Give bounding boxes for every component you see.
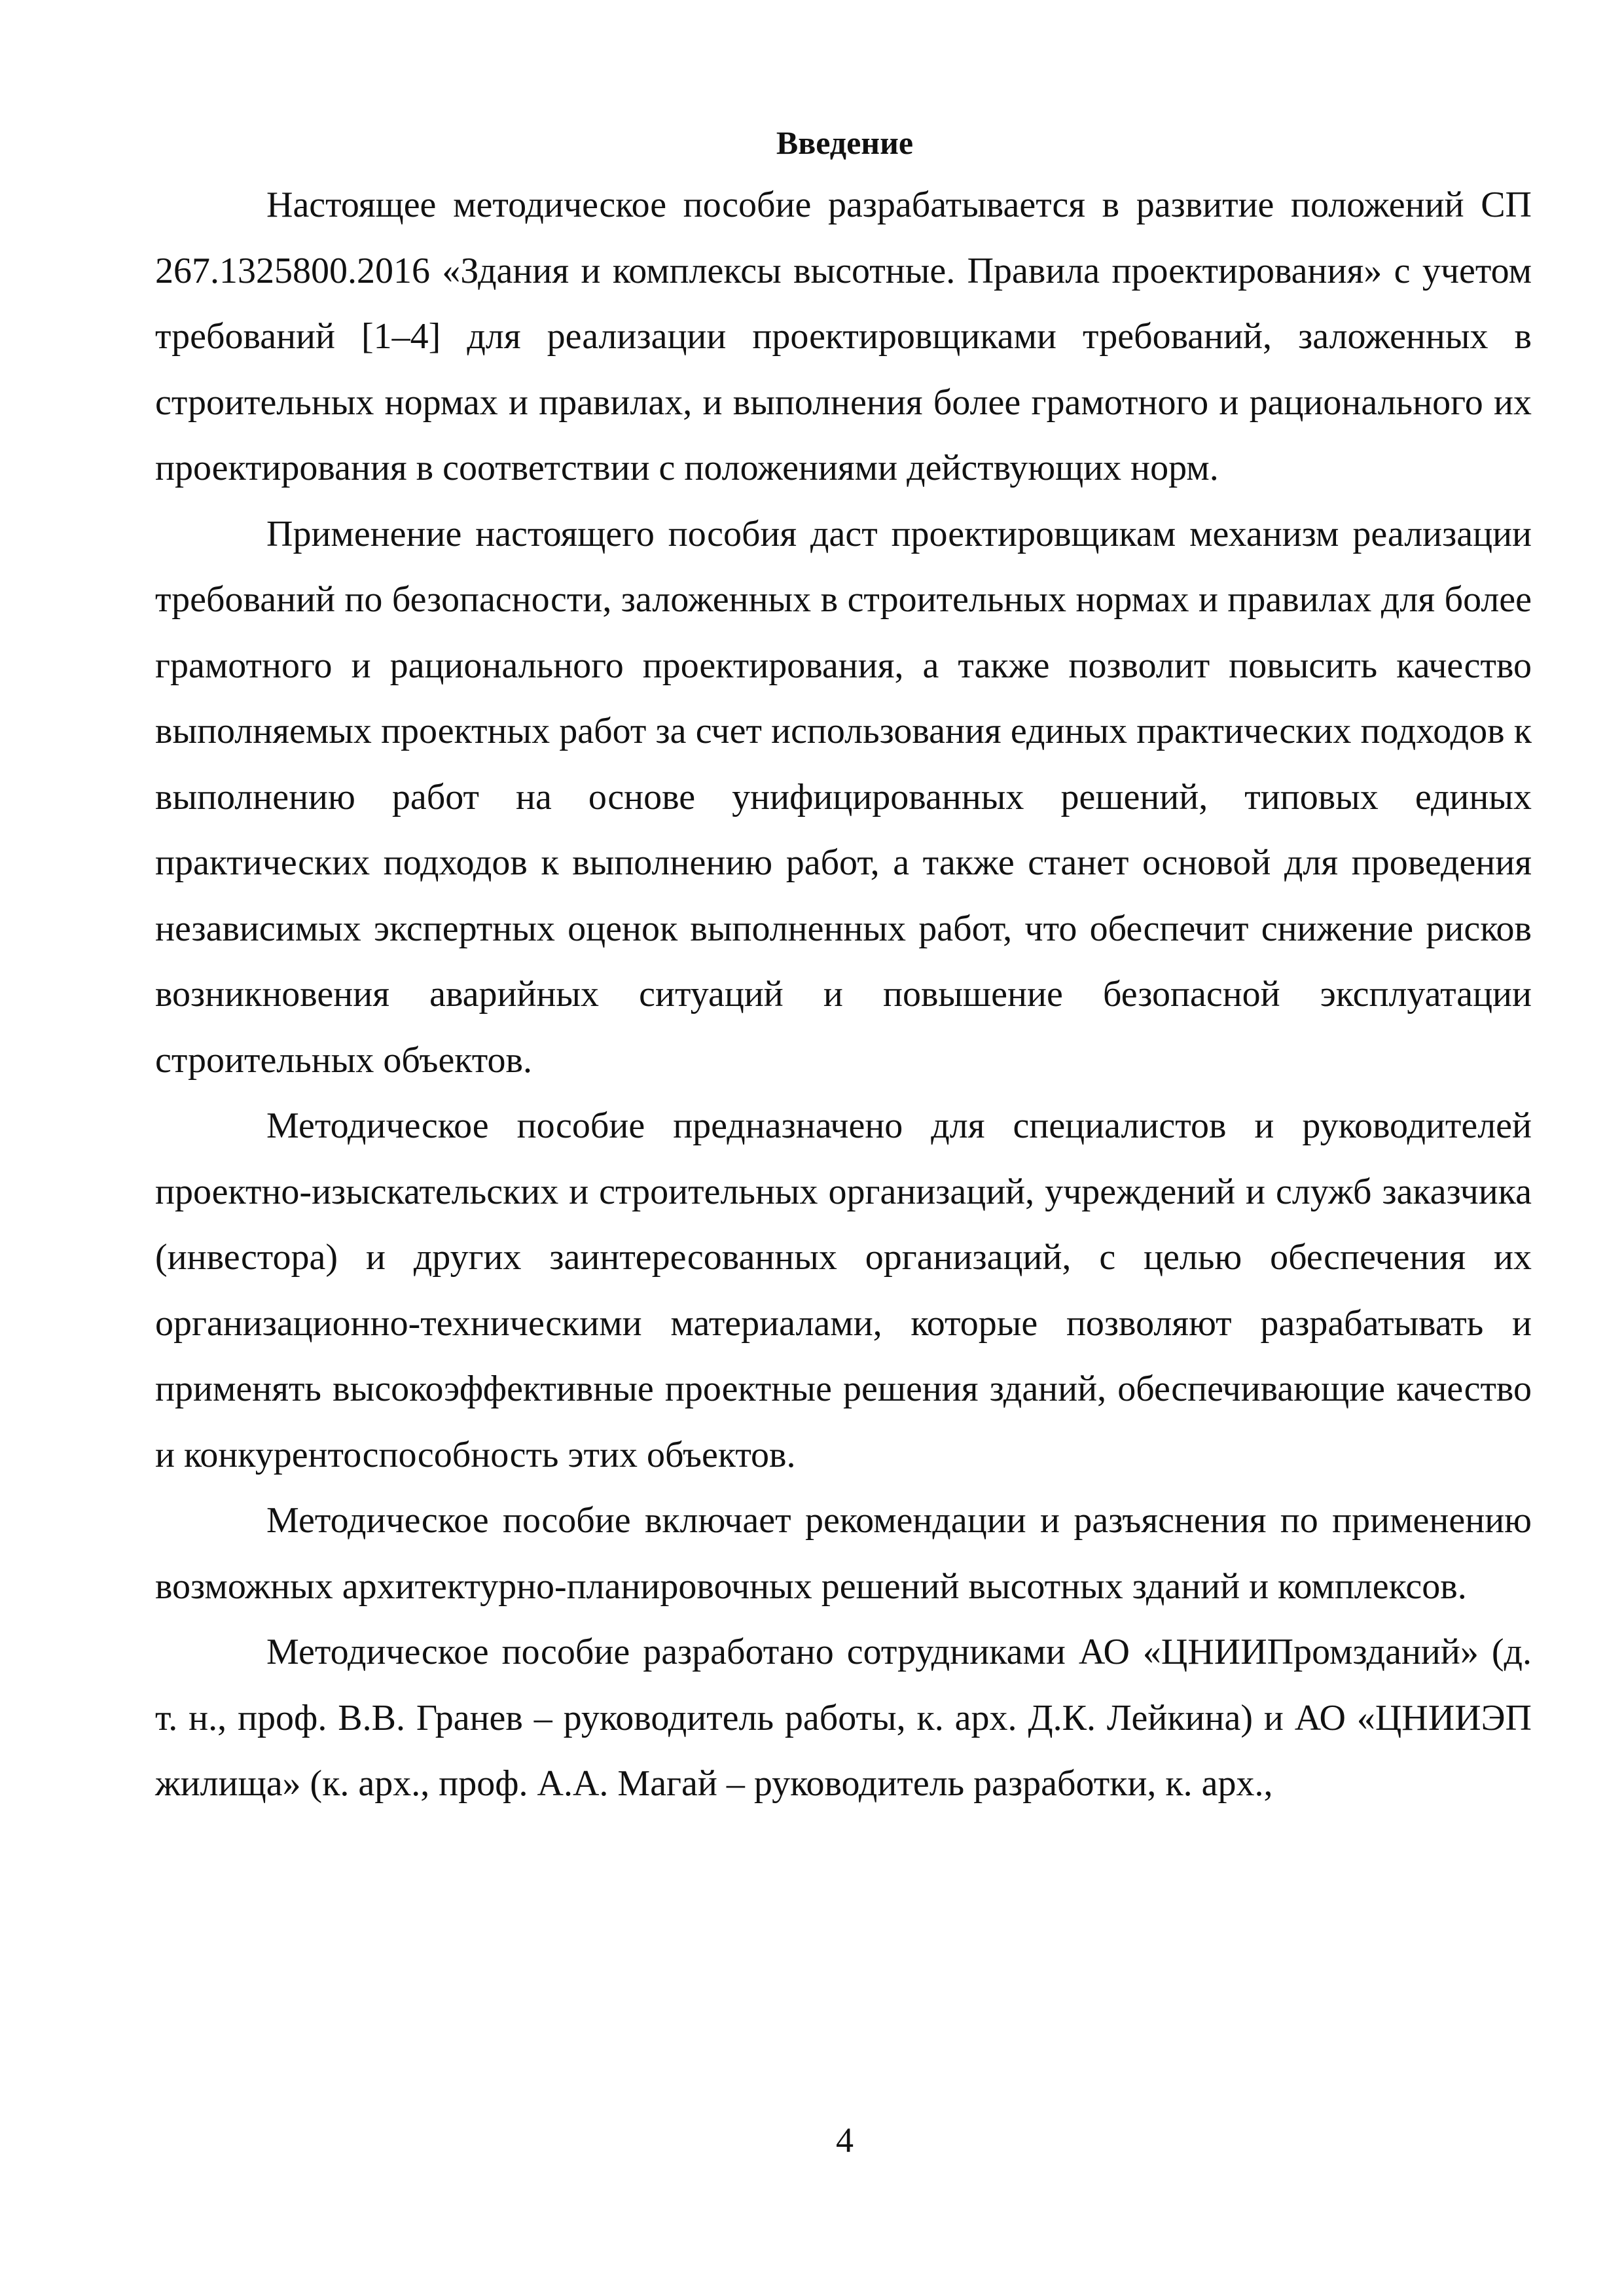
- page-number: 4: [836, 2121, 854, 2160]
- paragraph: Методическое пособие предназначено для специалистов и руководителей проектно-изыскательских и строительных организаций, учреждений и служб заказчика (инвестора) и других заинтересованных организаций, с целью обеспечения их организационно-техническими материалами, которые позволяют разрабатывать и применять высокоэффективные проектные решения зданий, обеспечивающие качество и конкурентоспособность этих объектов.: [155, 1105, 1532, 1475]
- paragraph: Методическое пособие разработано сотрудниками АО «ЦНИИПромзданий» (д. т. н., проф. В.В. Гранев – руководитель работы, к. арх. Д.К. Лейкина) и АО «ЦНИИЭП жилища» (к. арх., проф. А.А. Магай – руководитель разработки, к. арх.,: [155, 1632, 1532, 1804]
- paragraph: Применение настоящего пособия даст проектировщикам механизм реализации требований по безопасности, заложенных в строительных нормах и правилах для более грамотного и рационального проектирования, а также позволит повысить качество выполняемых проектных работ за счет использования единых практических подходов к выполнению работ на основе унифицированных решений, типовых единых практических подходов к выполнению работ, а также станет основой для проведения независимых экспертных оценок выполненных работ, что обеспечит снижение рисков возникновения аварийных ситуаций и повышение безопасной эксплуатации строительных объектов.: [155, 513, 1532, 1081]
- section-heading: Введение: [776, 124, 914, 161]
- paragraph: Методическое пособие включает рекомендации и разъяснения по применению возможных архитектурно-планировочных решений высотных зданий и комплексов.: [155, 1500, 1532, 1607]
- body-text: [155, 172, 1532, 1817]
- paragraph: Настоящее методическое пособие разрабатывается в развитие положений СП 267.1325800.2016 «Здания и комплексы высотные. Правила проектирования» с учетом требований [1–4] для реализации проектировщиками требований, заложенных в строительных нормах и правилах, и выполнения более грамотного и рационального их проектирования в соответствии с положениями действующих норм.: [155, 185, 1532, 488]
